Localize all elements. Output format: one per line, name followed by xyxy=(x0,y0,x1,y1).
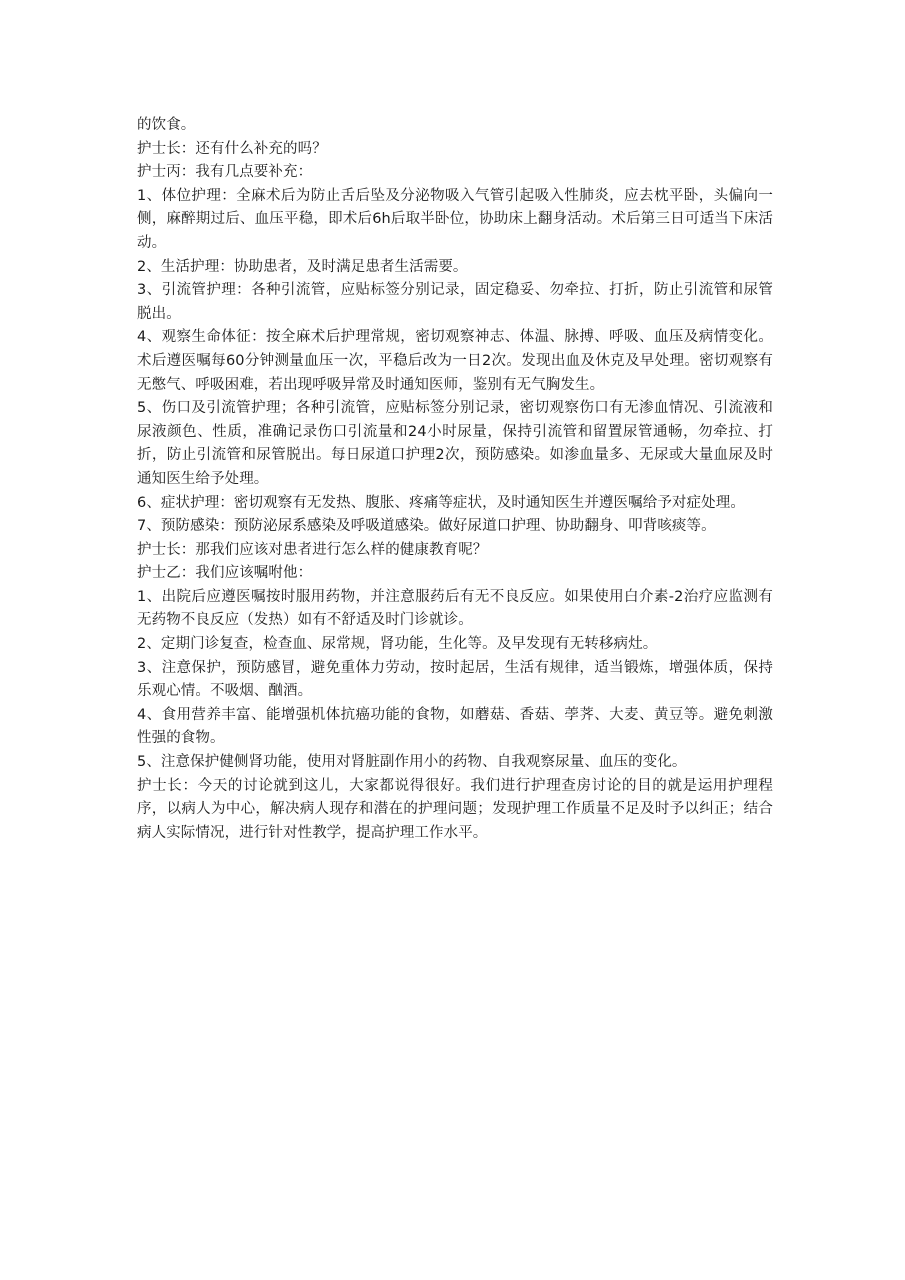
paragraph-infection-prevention: 7、预防感染：预防泌尿系感染及呼吸道感染。做好尿道口护理、协助翻身、叩背咳痰等。 xyxy=(137,518,716,535)
paragraph-daily-care: 2、生活护理：协助患者，及时满足患者生活需要。 xyxy=(137,258,468,275)
paragraph-head-nurse-summary: 护士长：今天的讨论就到这儿，大家都说得很好。我们进行护理查房讨论的目的就是运用护理程序，以病人为中心，解决病人现存和潜在的护理问题；发现护理工作质量不足及时予以纠正；结合病人实际情况，进行针对性教学，提高护理工作水平。 xyxy=(137,777,773,841)
paragraph-medication: 1、出院后应遵医嘱按时服用药物，并注意服药后有无不良反应。如果使用白介素-2治疗应监测有无药物不良反应（发热）如有不舒适及时门诊就诊。 xyxy=(137,588,773,629)
paragraph-follow-up: 2、定期门诊复查，检查血、尿常规，肾功能，生化等。及早发现有无转移病灶。 xyxy=(137,636,658,653)
paragraph-protection: 3、注意保护，预防感冒，避免重体力劳动，按时起居，生活有规律，适当锻炼，增强体质，保持乐观心情。不吸烟、酗酒。 xyxy=(137,659,773,700)
paragraph-kidney-function: 5、注意保护健侧肾功能，使用对肾脏副作用小的药物、自我观察尿量、血压的变化。 xyxy=(137,754,687,771)
paragraph-nurse-b-intro: 护士乙：我们应该嘱咐他： xyxy=(137,565,313,582)
document-body xyxy=(137,114,773,845)
paragraph-position-care: 1、体位护理：全麻术后为防止舌后坠及分泌物吸入气管引起吸入性肺炎，应去枕平卧，头偏向一侧，麻醉期过后、血压平稳，即术后6h后取半卧位，协助床上翻身活动。术后第三日可适当下床活动。 xyxy=(137,187,773,251)
paragraph-wound-drainage: 5、伤口及引流管护理；各种引流管，应贴标签分别记录，密切观察伤口有无渗血情况、引流液和尿液颜色、性质，准确记录伤口引流量和24小时尿量，保持引流管和留置尿管通畅，勿牵拉、打折，防止引流管和尿管脱出。每日尿道口护理2次，预防感染。如渗血量多、无尿或大量血尿及时通知医生给予处理。 xyxy=(137,400,773,487)
paragraph-diet-end: 的饮食。 xyxy=(137,117,196,133)
paragraph-head-nurse-question: 护士长：还有什么补充的吗？ xyxy=(137,140,327,157)
paragraph-nurse-c-intro: 护士丙：我有几点要补充： xyxy=(137,164,313,181)
paragraph-drainage-care: 3、引流管护理：各种引流管，应贴标签分别记录，固定稳妥、勿牵拉、打折，防止引流管和尿管脱出。 xyxy=(137,282,773,322)
paragraph-symptom-care: 6、症状护理：密切观察有无发热、腹胀、疼痛等症状，及时通知医生并遵医嘱给予对症处理。 xyxy=(137,494,745,511)
paragraph-nutrition: 4、食用营养丰富、能增强机体抗癌功能的食物，如蘑菇、香菇、荸荠、大麦、黄豆等。避免刺激性强的食物。 xyxy=(137,706,773,747)
paragraph-vital-signs: 4、观察生命体征：按全麻术后护理常规，密切观察神志、体温、脉搏、呼吸、血压及病情变化。术后遵医嘱每60分钟测量血压一次，平稳后改为一日2次。发现出血及休克及早处理。密切观察有无憋气、呼吸困难，若出现呼吸异常及时通知医师，鉴别有无气胸发生。 xyxy=(137,329,773,393)
paragraph-head-nurse-education: 护士长：那我们应该对患者进行怎么样的健康教育呢？ xyxy=(137,541,488,558)
